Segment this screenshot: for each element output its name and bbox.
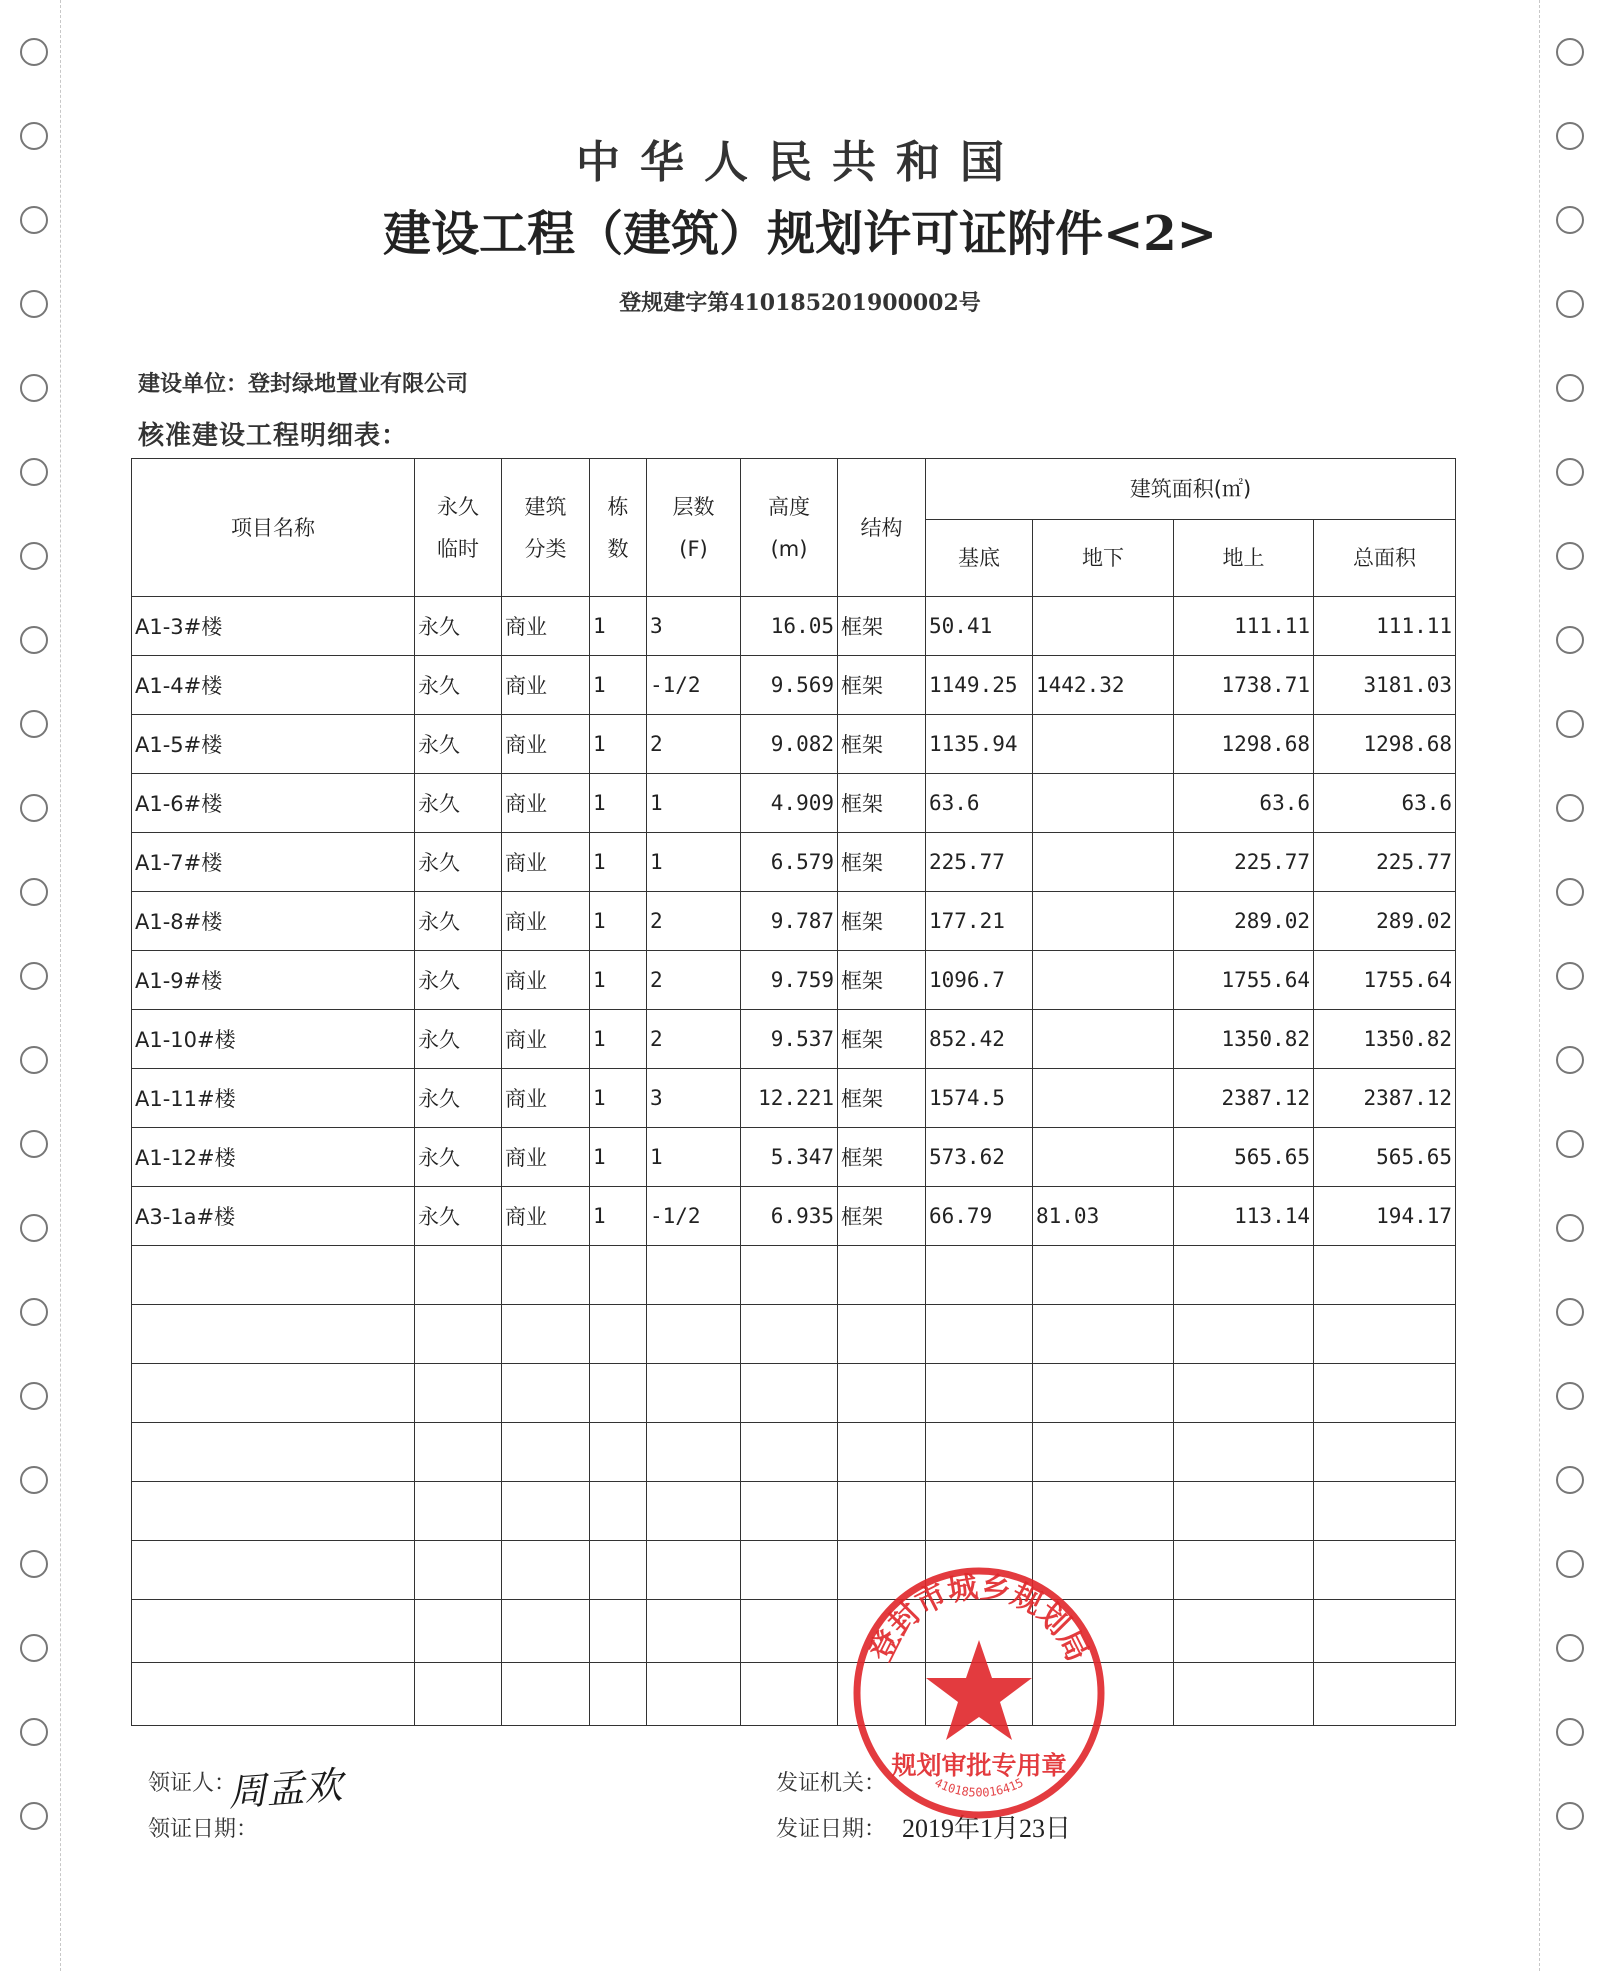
cell-cat: 商业 [502,597,590,656]
empty-cell [415,1246,502,1305]
empty-cell [1033,1364,1174,1423]
cell-name: A1-6#楼 [132,774,415,833]
cell-height: 9.082 [741,715,838,774]
cell-count: 1 [590,1187,647,1246]
cell-under [1033,951,1174,1010]
cell-cat: 商业 [502,774,590,833]
tractor-hole-icon [1556,794,1584,822]
cell-base: 63.6 [926,774,1033,833]
empty-row [132,1541,1456,1600]
cell-struct: 框架 [838,951,926,1010]
cell-floors: 1 [647,1128,741,1187]
cell-base: 225.77 [926,833,1033,892]
empty-cell [838,1246,926,1305]
cell-struct: 框架 [838,1128,926,1187]
cell-total: 3181.03 [1314,656,1456,715]
empty-cell [647,1423,741,1482]
header-total: 总面积 [1314,520,1456,597]
empty-cell [1033,1246,1174,1305]
header-height: 高度(m) [741,459,838,597]
cell-under: 81.03 [1033,1187,1174,1246]
cell-height: 5.347 [741,1128,838,1187]
cell-above: 113.14 [1174,1187,1314,1246]
cell-floors: 2 [647,1010,741,1069]
cell-height: 12.221 [741,1069,838,1128]
cell-base: 177.21 [926,892,1033,951]
tractor-hole-icon [20,1130,48,1158]
table-row [132,1069,1456,1128]
cell-perm: 永久 [415,1128,502,1187]
empty-cell [1174,1482,1314,1541]
cell-base: 1096.7 [926,951,1033,1010]
tractor-hole-icon [20,458,48,486]
empty-cell [132,1246,415,1305]
empty-row [132,1600,1456,1663]
tractor-hole-icon [20,1550,48,1578]
tractor-hole-icon [1556,1634,1584,1662]
empty-row [132,1423,1456,1482]
tractor-hole-icon [1556,878,1584,906]
header-base: 基底 [926,520,1033,597]
empty-cell [1174,1246,1314,1305]
empty-cell [838,1482,926,1541]
cell-above: 1755.64 [1174,951,1314,1010]
project-detail-table [131,458,1456,1726]
cell-floors: -1/2 [647,1187,741,1246]
cell-name: A1-8#楼 [132,892,415,951]
empty-cell [1174,1541,1314,1600]
empty-cell [1174,1600,1314,1663]
empty-cell [132,1600,415,1663]
tractor-hole-icon [1556,1718,1584,1746]
tractor-hole-icon [1556,1550,1584,1578]
tractor-hole-icon [1556,626,1584,654]
empty-cell [590,1364,647,1423]
empty-cell [1174,1364,1314,1423]
document-title: 建设工程（建筑）规划许可证附件<2> [383,206,1217,262]
cell-perm: 永久 [415,951,502,1010]
cell-perm: 永久 [415,833,502,892]
cell-under [1033,1010,1174,1069]
tractor-hole-icon [1556,1382,1584,1410]
tractor-hole-icon [1556,458,1584,486]
tractor-hole-icon [20,962,48,990]
cell-total: 225.77 [1314,833,1456,892]
empty-cell [1314,1423,1456,1482]
cell-perm: 永久 [415,774,502,833]
cell-floors: 1 [647,774,741,833]
cell-base: 1135.94 [926,715,1033,774]
empty-cell [741,1305,838,1364]
empty-cell [1033,1305,1174,1364]
cell-base: 1149.25 [926,656,1033,715]
tractor-hole-icon [1556,374,1584,402]
cell-height: 9.787 [741,892,838,951]
cell-total: 1298.68 [1314,715,1456,774]
empty-row [132,1364,1456,1423]
empty-cell [590,1663,647,1726]
seal-text-top: 登封市城乡规划局 [863,1569,1095,1668]
header-name: 项目名称 [132,459,415,597]
seal-text-center: 规划审批专用章 [891,1751,1067,1780]
empty-cell [1174,1423,1314,1482]
empty-cell [502,1305,590,1364]
empty-cell [647,1600,741,1663]
country-title: 中华人民共和国 [576,137,1024,188]
empty-cell [415,1305,502,1364]
cell-count: 1 [590,951,647,1010]
tractor-hole-icon [20,878,48,906]
cell-cat: 商业 [502,1010,590,1069]
tractor-hole-icon [1556,1214,1584,1242]
cell-above: 1350.82 [1174,1010,1314,1069]
cell-total: 1350.82 [1314,1010,1456,1069]
cell-total: 289.02 [1314,892,1456,951]
empty-cell [132,1305,415,1364]
tractor-hole-icon [20,1382,48,1410]
construction-unit-value: 登封绿地置业有限公司 [248,371,469,397]
empty-cell [1314,1305,1456,1364]
table-row [132,656,1456,715]
empty-cell [415,1600,502,1663]
empty-cell [132,1541,415,1600]
empty-cell [132,1364,415,1423]
cell-under [1033,892,1174,951]
empty-cell [1174,1663,1314,1726]
empty-cell [647,1663,741,1726]
cell-above: 1298.68 [1174,715,1314,774]
empty-cell [502,1541,590,1600]
tractor-hole-icon [20,1214,48,1242]
empty-row [132,1246,1456,1305]
cell-base: 573.62 [926,1128,1033,1187]
table-row [132,892,1456,951]
cell-perm: 永久 [415,597,502,656]
cell-cat: 商业 [502,656,590,715]
cell-height: 4.909 [741,774,838,833]
cell-under [1033,833,1174,892]
empty-cell [590,1541,647,1600]
empty-row [132,1305,1456,1364]
empty-cell [741,1482,838,1541]
cell-cat: 商业 [502,1069,590,1128]
empty-cell [647,1364,741,1423]
cell-cat: 商业 [502,715,590,774]
header-floors: 层数(F) [647,459,741,597]
permit-number: 登规建字第410185201900002号 [619,290,981,316]
cell-base: 50.41 [926,597,1033,656]
empty-cell [838,1305,926,1364]
tractor-hole-icon [1556,38,1584,66]
cell-count: 1 [590,715,647,774]
empty-cell [926,1246,1033,1305]
tractor-hole-icon [20,1046,48,1074]
empty-cell [926,1364,1033,1423]
cell-cat: 商业 [502,951,590,1010]
tractor-hole-icon [1556,1298,1584,1326]
empty-cell [415,1541,502,1600]
empty-cell [1314,1246,1456,1305]
empty-cell [1033,1482,1174,1541]
empty-cell [590,1246,647,1305]
empty-cell [415,1423,502,1482]
table-row [132,1128,1456,1187]
cell-struct: 框架 [838,774,926,833]
empty-cell [741,1541,838,1600]
tractor-hole-icon [1556,1046,1584,1074]
tractor-hole-icon [20,1718,48,1746]
receiver-label: 领证人： [148,1771,237,1796]
cell-total: 565.65 [1314,1128,1456,1187]
tractor-hole-icon [20,374,48,402]
empty-cell [590,1600,647,1663]
cell-cat: 商业 [502,833,590,892]
cell-above: 225.77 [1174,833,1314,892]
header-count: 栋数 [590,459,647,597]
header-structure: 结构 [838,459,926,597]
cell-cat: 商业 [502,1128,590,1187]
cell-count: 1 [590,597,647,656]
empty-cell [647,1305,741,1364]
empty-cell [741,1423,838,1482]
empty-cell [502,1482,590,1541]
empty-cell [1314,1663,1456,1726]
table-subtitle: 核准建设工程明细表： [138,421,409,451]
cell-base: 66.79 [926,1187,1033,1246]
cell-floors: 2 [647,892,741,951]
empty-cell [132,1423,415,1482]
cell-name: A1-7#楼 [132,833,415,892]
cell-above: 63.6 [1174,774,1314,833]
cell-under [1033,597,1174,656]
cell-under [1033,715,1174,774]
empty-row [132,1482,1456,1541]
cell-above: 1738.71 [1174,656,1314,715]
empty-cell [1314,1541,1456,1600]
seal-code: 4101850016415 [932,1775,1026,1800]
cell-base: 1574.5 [926,1069,1033,1128]
cell-height: 16.05 [741,597,838,656]
empty-cell [1033,1423,1174,1482]
empty-cell [415,1364,502,1423]
cell-floors: 2 [647,715,741,774]
tractor-hole-icon [20,626,48,654]
cell-struct: 框架 [838,833,926,892]
empty-cell [741,1600,838,1663]
tractor-hole-icon [1556,1130,1584,1158]
cell-total: 111.11 [1314,597,1456,656]
empty-cell [502,1423,590,1482]
construction-unit-label: 建设单位： [138,371,249,397]
empty-cell [741,1364,838,1423]
cell-count: 1 [590,1128,647,1187]
empty-cell [415,1482,502,1541]
table-row [132,715,1456,774]
cell-perm: 永久 [415,1069,502,1128]
empty-row [132,1663,1456,1726]
cell-above: 111.11 [1174,597,1314,656]
issue-date-label: 发证日期： [776,1817,887,1842]
cell-count: 1 [590,656,647,715]
cell-height: 9.759 [741,951,838,1010]
cell-height: 9.569 [741,656,838,715]
cell-height: 6.935 [741,1187,838,1246]
empty-cell [647,1541,741,1600]
cell-above: 289.02 [1174,892,1314,951]
cell-total: 1755.64 [1314,951,1456,1010]
empty-cell [502,1364,590,1423]
cell-total: 63.6 [1314,774,1456,833]
empty-cell [741,1246,838,1305]
empty-cell [926,1482,1033,1541]
cell-perm: 永久 [415,715,502,774]
cell-name: A1-9#楼 [132,951,415,1010]
empty-cell [590,1305,647,1364]
tractor-hole-icon [1556,542,1584,570]
table-row [132,951,1456,1010]
empty-cell [590,1482,647,1541]
empty-cell [415,1663,502,1726]
cell-floors: 3 [647,1069,741,1128]
cell-perm: 永久 [415,892,502,951]
issue-date: 2019年1月23日 [902,1814,1072,1843]
cell-struct: 框架 [838,1069,926,1128]
cell-above: 2387.12 [1174,1069,1314,1128]
cell-count: 1 [590,1010,647,1069]
cell-height: 6.579 [741,833,838,892]
header-aboveground: 地上 [1174,520,1314,597]
table-row [132,597,1456,656]
cell-total: 2387.12 [1314,1069,1456,1128]
empty-cell [926,1305,1033,1364]
table-row [132,833,1456,892]
empty-cell [741,1663,838,1726]
official-seal-stamp [848,1562,1110,1824]
empty-cell [1174,1305,1314,1364]
cell-under: 1442.32 [1033,656,1174,715]
cell-floors: 2 [647,951,741,1010]
empty-cell [502,1663,590,1726]
cell-struct: 框架 [838,1187,926,1246]
tractor-hole-icon [20,38,48,66]
empty-cell [647,1482,741,1541]
tractor-hole-icon [20,1298,48,1326]
table-row [132,774,1456,833]
cell-floors: 3 [647,597,741,656]
tractor-hole-icon [1556,1802,1584,1830]
cell-struct: 框架 [838,597,926,656]
tractor-hole-icon [20,1634,48,1662]
cell-floors: 1 [647,833,741,892]
cell-name: A1-11#楼 [132,1069,415,1128]
cell-name: A3-1a#楼 [132,1187,415,1246]
empty-cell [132,1663,415,1726]
cell-name: A1-5#楼 [132,715,415,774]
cell-total: 194.17 [1314,1187,1456,1246]
cell-perm: 永久 [415,1187,502,1246]
empty-cell [926,1423,1033,1482]
tractor-hole-icon [1556,962,1584,990]
header-category: 建筑分类 [502,459,590,597]
tractor-hole-icon [20,794,48,822]
table-row [132,1187,1456,1246]
empty-cell [590,1423,647,1482]
receive-date-label: 领证日期： [148,1817,259,1842]
cell-base: 852.42 [926,1010,1033,1069]
cell-under [1033,1069,1174,1128]
cell-struct: 框架 [838,892,926,951]
cell-height: 9.537 [741,1010,838,1069]
construction-unit [138,367,468,398]
empty-cell [1314,1600,1456,1663]
tractor-hole-icon [20,1802,48,1830]
cell-count: 1 [590,774,647,833]
cell-count: 1 [590,833,647,892]
cell-struct: 框架 [838,656,926,715]
tractor-hole-icon [1556,1466,1584,1494]
tractor-hole-icon [20,710,48,738]
cell-under [1033,1128,1174,1187]
cell-name: A1-12#楼 [132,1128,415,1187]
cell-name: A1-3#楼 [132,597,415,656]
cell-cat: 商业 [502,892,590,951]
cell-struct: 框架 [838,1010,926,1069]
cell-name: A1-10#楼 [132,1010,415,1069]
cell-under [1033,774,1174,833]
issuer-label: 发证机关： [776,1771,887,1796]
cell-above: 565.65 [1174,1128,1314,1187]
empty-cell [502,1600,590,1663]
tractor-hole-icon [20,542,48,570]
empty-cell [647,1246,741,1305]
cell-struct: 框架 [838,715,926,774]
empty-cell [838,1364,926,1423]
empty-cell [132,1482,415,1541]
empty-cell [1314,1364,1456,1423]
receiver-signature: 周孟欢 [226,1763,344,1815]
cell-count: 1 [590,892,647,951]
empty-cell [838,1423,926,1482]
tractor-hole-icon [1556,710,1584,738]
tractor-hole-icon [20,1466,48,1494]
empty-cell [1314,1482,1456,1541]
cell-cat: 商业 [502,1187,590,1246]
header-underground: 地下 [1033,520,1174,597]
cell-name: A1-4#楼 [132,656,415,715]
empty-cell [502,1246,590,1305]
table-row [132,1010,1456,1069]
cell-floors: -1/2 [647,656,741,715]
cell-perm: 永久 [415,1010,502,1069]
header-perm: 永久临时 [415,459,502,597]
header-area: 建筑面积(㎡) [926,459,1456,520]
seal-star-icon [926,1640,1032,1740]
cell-perm: 永久 [415,656,502,715]
cell-count: 1 [590,1069,647,1128]
